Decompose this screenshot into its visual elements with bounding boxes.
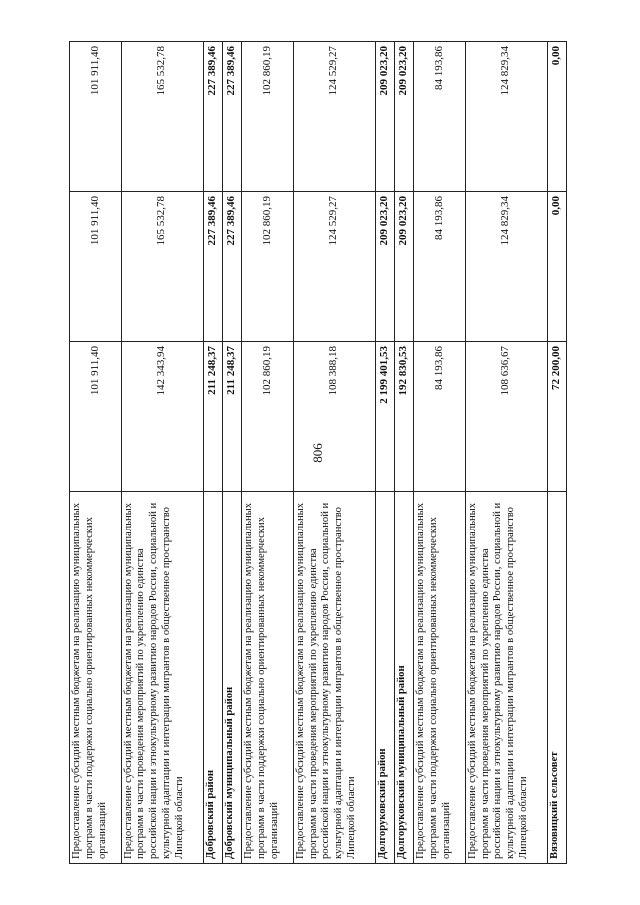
table-row <box>465 42 547 864</box>
table-row <box>121 42 203 864</box>
row-value-1-cell: 84 193,86 <box>414 342 466 492</box>
row-value-2-cell: 102 860,19 <box>242 192 294 342</box>
row-value-1-cell: 101 911,40 <box>70 342 122 492</box>
row-value-2-cell: 209 023,20 <box>394 192 413 342</box>
table-row <box>394 42 413 864</box>
row-value-1-cell: 2 199 401,53 <box>375 342 394 492</box>
table-row <box>293 42 375 864</box>
row-value-3-cell: 101 911,40 <box>70 42 122 192</box>
table-row <box>547 42 566 864</box>
row-value-3-cell: 209 023,20 <box>375 42 394 192</box>
row-value-1-cell: 102 860,19 <box>242 342 294 492</box>
row-value-3-cell: 0,00 <box>547 42 566 192</box>
document-sheet <box>69 42 567 864</box>
table-row <box>414 42 466 864</box>
row-name-cell: Долгоруковский район <box>375 492 394 864</box>
row-value-3-cell: 227 389,46 <box>203 42 222 192</box>
row-value-3-cell: 124 829,34 <box>465 42 547 192</box>
row-value-2-cell: 124 829,34 <box>465 192 547 342</box>
row-name-cell: Предоставление субсидий местным бюджетам на реализацию муниципальных программ в части поддержки социально ориентированных некоммерческих организаций <box>242 492 294 864</box>
row-value-2-cell: 209 023,20 <box>375 192 394 342</box>
table-row <box>242 42 294 864</box>
row-name-cell: Предоставление субсидий местным бюджетам на реализацию муниципальных программ в части поддержки социально ориентированных некоммерческих организаций <box>70 492 122 864</box>
page-number: 806 <box>310 443 325 463</box>
row-name-cell: Долгоруковский муниципальный район <box>394 492 413 864</box>
row-value-2-cell: 124 529,27 <box>293 192 375 342</box>
table-row <box>375 42 394 864</box>
table-row <box>203 42 222 864</box>
row-value-1-cell: 192 830,53 <box>394 342 413 492</box>
row-value-2-cell: 101 911,40 <box>70 192 122 342</box>
row-value-2-cell: 0,00 <box>547 192 566 342</box>
table-row <box>222 42 241 864</box>
row-name-cell: Добровский муниципальный район <box>222 492 241 864</box>
row-value-1-cell: 142 343,94 <box>121 342 203 492</box>
row-value-1-cell: 108 388,18 <box>293 342 375 492</box>
row-value-1-cell: 72 200,00 <box>547 342 566 492</box>
row-value-3-cell: 84 193,86 <box>414 42 466 192</box>
row-value-2-cell: 84 193,86 <box>414 192 466 342</box>
row-value-2-cell: 227 389,46 <box>203 192 222 342</box>
row-value-1-cell: 211 248,37 <box>222 342 241 492</box>
row-name-cell: Предоставление субсидий местным бюджетам на реализацию муниципальных программ в части проведения мероприятий по укреплению единства российской нации и этнокультурному развитию народов России, социальной и культурной адаптации и интеграции мигрантов в общественное пространство Липецкой области <box>293 492 375 864</box>
table-body <box>70 42 567 864</box>
row-value-2-cell: 165 532,78 <box>121 192 203 342</box>
row-value-3-cell: 165 532,78 <box>121 42 203 192</box>
row-value-1-cell: 108 636,67 <box>465 342 547 492</box>
row-name-cell: Вязовицкий сельсовет <box>547 492 566 864</box>
row-name-cell: Предоставление субсидий местным бюджетам на реализацию муниципальных программ в части проведения мероприятий по укреплению единства российской нации и этнокультурному развитию народов России, социальной и культурной адаптации и интеграции мигрантов в общественное пространство Липецкой области <box>121 492 203 864</box>
row-value-3-cell: 124 529,27 <box>293 42 375 192</box>
row-name-cell: Предоставление субсидий местным бюджетам на реализацию муниципальных программ в части поддержки социально ориентированных некоммерческих организаций <box>414 492 466 864</box>
row-value-3-cell: 209 023,20 <box>394 42 413 192</box>
row-name-cell: Добровский район <box>203 492 222 864</box>
row-value-1-cell: 211 248,37 <box>203 342 222 492</box>
row-value-3-cell: 227 389,46 <box>222 42 241 192</box>
row-value-3-cell: 102 860,19 <box>242 42 294 192</box>
budget-table <box>69 41 567 864</box>
table-row <box>70 42 122 864</box>
row-value-2-cell: 227 389,46 <box>222 192 241 342</box>
row-name-cell: Предоставление субсидий местным бюджетам на реализацию муниципальных программ в части проведения мероприятий по укреплению единства российской нации и этнокультурному развитию народов России, социальной и культурной адаптации и интеграции мигрантов в общественное пространство Липецкой области <box>465 492 547 864</box>
